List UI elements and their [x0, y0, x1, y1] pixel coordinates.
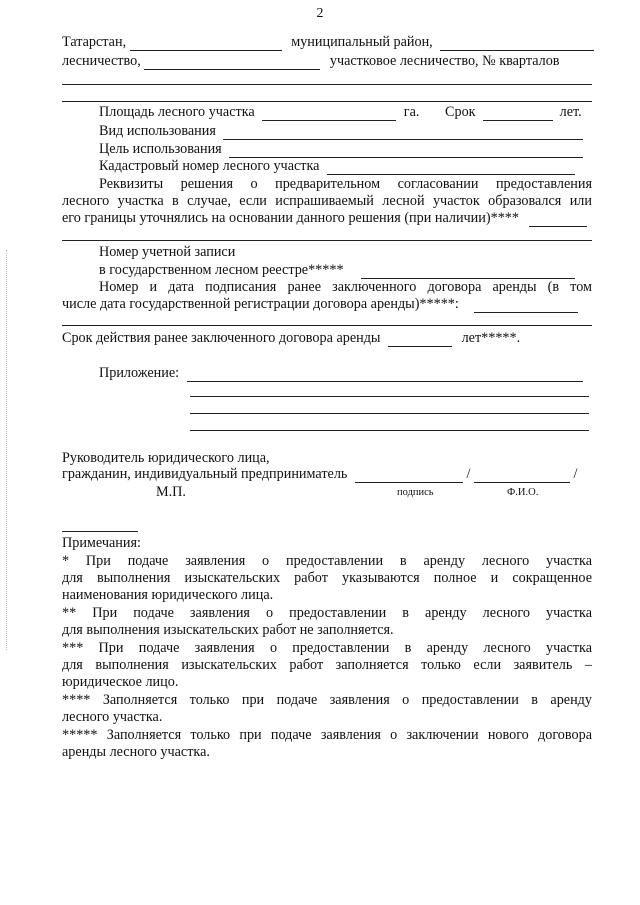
prev-contract-field[interactable] — [474, 299, 578, 313]
purpose-label: Цель использования — [99, 141, 222, 157]
registry-field[interactable] — [361, 265, 575, 279]
prev-contract-field-2[interactable] — [62, 325, 592, 326]
cadastral-label: Кадастровый номер лесного участка — [99, 158, 320, 174]
signature-slash-1: / — [466, 466, 471, 482]
note-5-line-1: ***** Заполняется только при подаче заявления о заключении нового договора — [62, 727, 592, 743]
requisites-line-3-text: его границы уточнялись на основании данного решения (при наличии)**** — [62, 210, 519, 226]
attachment-field-1[interactable] — [187, 368, 583, 382]
signature-line-2 — [62, 466, 592, 483]
quarters-label: участковое лесничество, № кварталов — [329, 53, 560, 69]
requisites-line-3 — [62, 210, 592, 227]
prev-term-unit: лет*****. — [461, 330, 521, 346]
note-2-line-1: ** При подаче заявления о предоставлении в аренду лесного участка — [62, 605, 592, 621]
usage-label: Вид использования — [99, 123, 216, 139]
district-label: муниципальный район, — [291, 34, 433, 50]
name-field[interactable] — [474, 469, 570, 483]
forestry-field[interactable] — [144, 56, 320, 70]
registry-line-2 — [99, 262, 592, 279]
purpose-field[interactable] — [229, 144, 583, 158]
note-3-line-2: для выполнения изыскательских работ заполняется только если заявитель – — [62, 657, 592, 673]
note-4-line-1: **** Заполняется только при подаче заявления о предоставлении в аренду — [62, 692, 592, 708]
signature-label: гражданин, индивидуальный предприниматель — [62, 466, 348, 482]
registry-label: в государственном лесном реестре***** — [99, 262, 344, 278]
notes-title: Примечания: — [62, 535, 141, 551]
left-margin-dots — [6, 250, 7, 650]
note-2-line-2: для выполнения изыскательских работ не заполняется. — [62, 622, 394, 638]
area-label: Площадь лесного участка — [99, 104, 255, 120]
signature-line-1: Руководитель юридического лица, — [62, 450, 270, 466]
purpose-line — [99, 141, 592, 158]
page-number: 2 — [316, 6, 324, 21]
note-1-line-2: для выполнения изыскательских работ указываются полное и сокращенное — [62, 570, 592, 586]
requisites-field[interactable] — [529, 213, 587, 227]
attachment-field-4[interactable] — [190, 430, 589, 431]
requisites-line-2: лесного участка в случае, если испрашиваемый лесной участок образовался или — [62, 193, 592, 209]
fio-caption: Ф.И.О. — [507, 487, 539, 498]
area-field[interactable] — [262, 107, 396, 121]
forestry-label: лесничество, — [62, 53, 141, 69]
registry-line-1: Номер учетной записи — [99, 244, 236, 260]
region-line — [62, 34, 592, 51]
prev-term-line — [62, 330, 592, 347]
prev-term-field[interactable] — [388, 333, 452, 347]
prev-term-label: Срок действия ранее заключенного договора аренды — [62, 330, 381, 346]
requisites-line-1: Реквизиты решения о предварительном согласовании предоставления — [99, 176, 592, 192]
area-line — [99, 104, 592, 121]
cadastral-line — [99, 158, 592, 175]
note-5-line-2: аренды лесного участка. — [62, 744, 210, 760]
note-4-line-2: лесного участка. — [62, 709, 163, 725]
notes-separator — [62, 531, 138, 532]
quarters-field-2[interactable] — [62, 101, 592, 102]
prev-contract-line-2 — [62, 296, 592, 313]
attachment-field-2[interactable] — [190, 396, 589, 397]
note-3-line-3: юридическое лицо. — [62, 674, 179, 690]
term-label: Срок — [445, 104, 476, 120]
term-field[interactable] — [483, 107, 553, 121]
note-1-line-3: наименования юридического лица. — [62, 587, 274, 603]
cadastral-field[interactable] — [327, 161, 575, 175]
note-3-line-1: *** При подаче заявления о предоставлении в аренду лесного участка — [62, 640, 592, 656]
note-1-line-1: * При подаче заявления о предоставлении в аренду лесного участка — [62, 553, 592, 569]
signature-slash-2: / — [573, 466, 578, 482]
attachment-label: Приложение: — [99, 365, 180, 381]
requisites-field-2[interactable] — [62, 240, 592, 241]
region-label: Татарстан, — [62, 34, 127, 50]
region-field[interactable] — [130, 37, 282, 51]
quarters-field-1[interactable] — [62, 84, 592, 85]
prev-contract-line-1: Номер и дата подписания ранее заключенного договора аренды (в том — [99, 279, 592, 295]
term-unit: лет. — [559, 104, 582, 120]
prev-contract-label: числе дата государственной регистрации договора аренды)*****: — [62, 296, 459, 312]
stamp-label: М.П. — [156, 484, 186, 500]
usage-field[interactable] — [223, 126, 583, 140]
usage-line — [99, 123, 592, 140]
district-field[interactable] — [440, 37, 594, 51]
area-unit: га. — [403, 104, 420, 120]
signature-field[interactable] — [355, 469, 463, 483]
attachment-field-3[interactable] — [190, 413, 589, 414]
forestry-line — [62, 53, 592, 70]
attachment-line — [99, 365, 592, 382]
sign-caption: подпись — [397, 487, 434, 498]
